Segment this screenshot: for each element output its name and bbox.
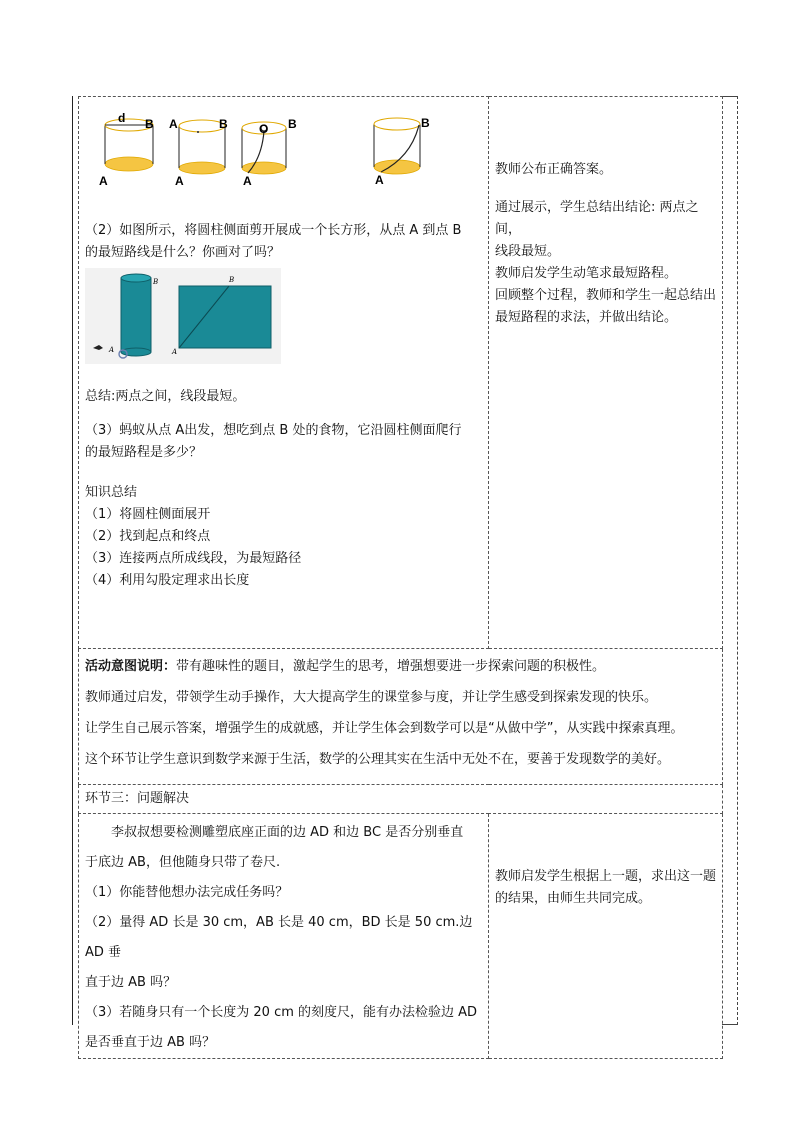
- section1-right-cell: [489, 97, 723, 649]
- section3-heading-row: [79, 785, 723, 814]
- knowledge-item: （1）将圆柱侧面展开: [85, 507, 211, 522]
- lesson-table: [78, 96, 723, 1059]
- unfold-label-a: A: [172, 348, 178, 356]
- section3-row: [79, 814, 723, 1059]
- problem-question-1: （1）你能替他想办法完成任务吗？: [85, 885, 289, 900]
- label-a: A: [243, 174, 252, 188]
- intent-line-2: 教师通过启发，带领学生动手操作，大大提高学生的课堂参与度，并让学生感受到探索发现的快乐。: [85, 690, 658, 705]
- intent-line-4: 这个环节让学生意识到数学来源于生活，数学的公理其实在生活中无处不在，要善于发现数学的美好。: [85, 752, 671, 767]
- unfold-label-a: A: [109, 346, 115, 354]
- problem-question-2b: 直于边 AB 吗？: [85, 975, 177, 990]
- section3-right-cell: [489, 814, 723, 1059]
- problem-question-3a: （3）若随身只有一个长度为 20 cm 的刻度尺，能有办法检验边 AD: [85, 1005, 478, 1020]
- unfold-diagram: [85, 268, 281, 364]
- outer-border-right: [737, 96, 738, 1025]
- intent-line-1-text: 带有趣味性的题目，激起学生的思考，增强想要进一步探索问题的积极性。: [176, 659, 606, 674]
- problem-line-1: 李叔叔想要检测雕塑底座正面的边 AD 和边 BC 是否分别垂直: [111, 825, 464, 840]
- intent-row: [79, 649, 723, 785]
- knowledge-item: （2）找到起点和终点: [85, 529, 211, 544]
- label-a: A: [169, 117, 178, 131]
- summary-text: 总结:两点之间，线段最短。: [85, 389, 246, 404]
- intent-cell: [79, 649, 723, 785]
- unfold-figure: [85, 268, 281, 364]
- teacher-note: 的结果，由师生共同完成。: [495, 891, 652, 906]
- intent-label: 活动意图说明：: [85, 659, 177, 674]
- label-a: A: [175, 174, 184, 188]
- section3-left-cell: [79, 814, 489, 1059]
- cylinder-diagram: [85, 97, 495, 192]
- intent-line-1: [85, 651, 716, 682]
- knowledge-title: 知识总结: [85, 485, 138, 500]
- teacher-note: 回顾整个过程，教师和学生一起总结出: [495, 288, 717, 303]
- label-a: A: [375, 173, 384, 187]
- border-tick: [722, 96, 737, 97]
- label-d: d: [118, 111, 126, 125]
- intent-line-3: 让学生自己展示答案，增强学生的成就感，并让学生体会到数学可以是“从做中学”，从实践中探索真理。: [85, 721, 684, 736]
- outer-border-left: [72, 96, 73, 1025]
- cylinder-figures: [85, 97, 482, 192]
- problem-question-2a: （2）量得 AD 长是 30 cm，AB 长是 40 cm，BD 长是 50 cm.边 AD 垂: [85, 915, 473, 960]
- question-3-line-1: （3）蚂蚁从点 A出发，想吃到点 B 处的食物，它沿圆柱侧面爬行: [85, 423, 462, 438]
- label-b: B: [145, 117, 154, 131]
- label-b: B: [219, 117, 228, 131]
- knowledge-item: （3）连接两点所成线段，为最短路径: [85, 551, 302, 566]
- teacher-note: 教师启发学生动笔求最短路程。: [495, 266, 678, 281]
- teacher-note: 通过展示，学生总结出结论: 两点之间，: [495, 200, 699, 237]
- section3-heading: 环节三：问题解决: [85, 791, 190, 806]
- problem-question-3b: 是否垂直于边 AB 吗？: [85, 1035, 216, 1050]
- unfold-label-b: B: [229, 276, 235, 284]
- section1-left-cell: [79, 97, 489, 649]
- border-tick: [722, 1024, 737, 1025]
- teacher-note: 教师公布正确答案。: [495, 162, 613, 177]
- label-a: A: [99, 174, 108, 188]
- teacher-note: 最短路程的求法，并做出结论。: [495, 310, 678, 325]
- problem-line-2: 于底边 AB，但他随身只带了卷尺.: [85, 855, 281, 870]
- question-2-line-2: 的最短路线是什么？你画对了吗？: [85, 245, 281, 260]
- teacher-note: 教师启发学生根据上一题，求出这一题: [495, 869, 717, 884]
- section3-heading-cell: [79, 785, 723, 814]
- question-2-line-1: （2）如图所示，将圆柱侧面剪开展成一个长方形，从点 A 到点 B: [85, 223, 462, 238]
- cylinder-4: [374, 118, 420, 174]
- section1-row: [79, 97, 723, 649]
- teacher-note: 线段最短。: [495, 244, 561, 259]
- knowledge-item: （4）利用勾股定理求出长度: [85, 573, 250, 588]
- unfold-label-b: B: [153, 278, 159, 286]
- label-o: O: [259, 122, 269, 136]
- label-b: B: [288, 117, 297, 131]
- label-b: B: [421, 116, 430, 130]
- question-3-line-2: 的最短路程是多少？: [85, 445, 203, 460]
